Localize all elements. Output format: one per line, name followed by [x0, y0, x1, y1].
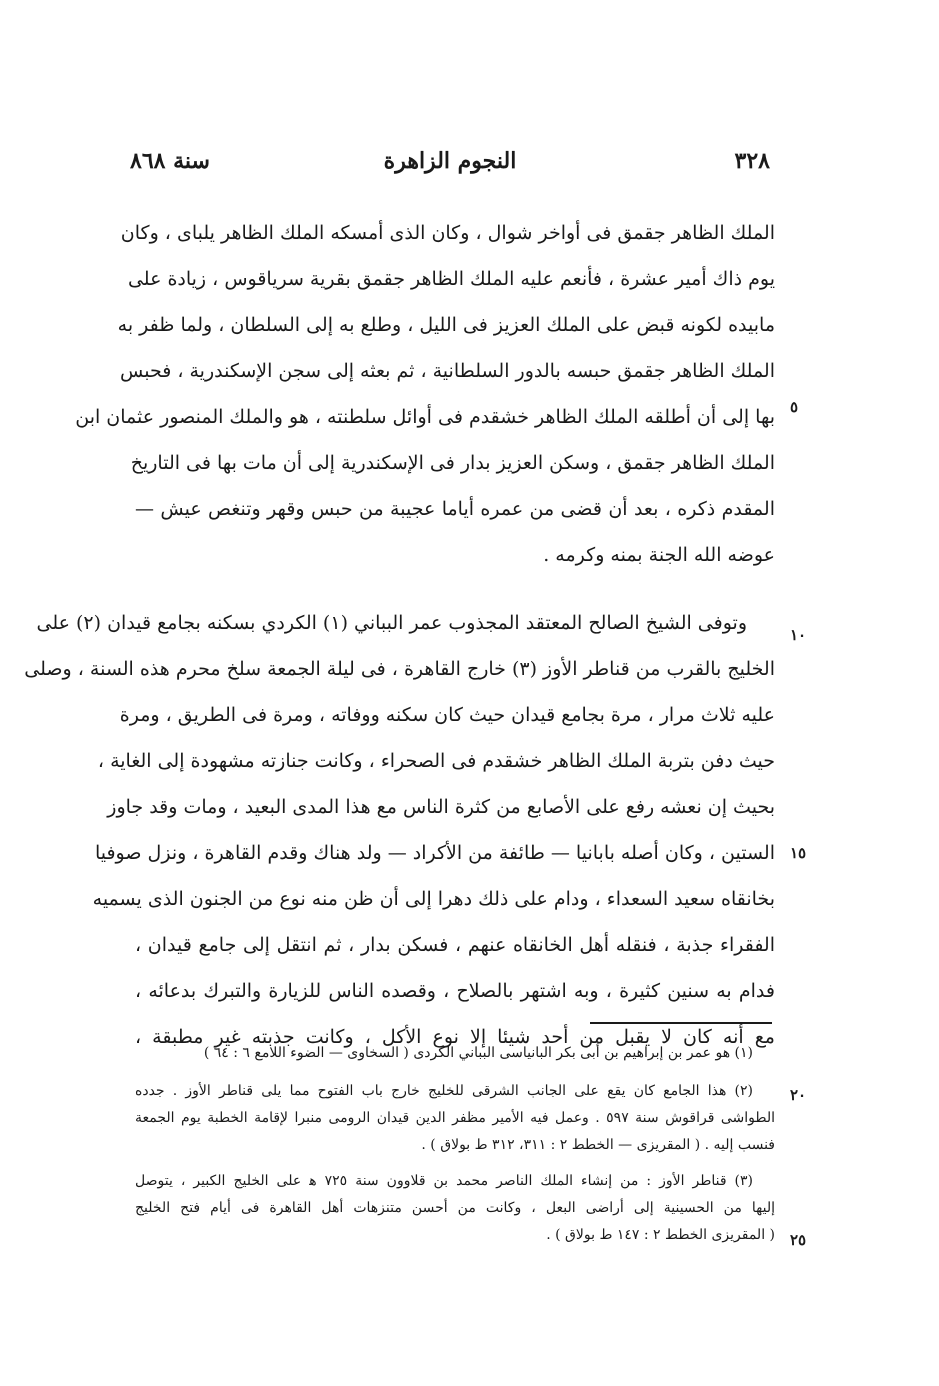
text-line: بخانقاه سعيد السعداء ، ودام على ذلك دهرا إلى أن ظن منه نوع من الجنون الذى يسميه	[92, 888, 775, 910]
book-title: النجوم الزاهرة	[383, 148, 517, 174]
text-line: الستين ، وكان أصله بابانيا — طائفة من الأكراد — ولد هناك وقدم القاهرة ، ونزل صوفيا	[94, 842, 775, 864]
text-line: فدام به سنين كثيرة ، وبه اشتهر بالصلاح ، وقصده الناس للزيارة والتبرك بدعائه ،	[135, 980, 775, 1002]
paragraph	[75, 210, 775, 578]
paragraph-gap	[135, 578, 775, 600]
text-line: المقدم ذكره ، بعد أن قضى من عمره أياما عجيبة من حبس وقهر وتنغص عيش —	[135, 498, 775, 520]
footnote-line: الطواشى قراقوش سنة ٥٩٧ . وعمل فيه الأمير مظفر الدين قيدان الرومى منبرا لإقامة الخطبة يوم الجمعة	[135, 1110, 775, 1126]
line-number: ١٥	[790, 844, 807, 862]
footnote-divider	[590, 1022, 772, 1024]
text-line: الفقراء جذبة ، فنقله أهل الخانقاه عنهم ، فسكن بدار ، ثم انتقل إلى جامع قيدان ،	[135, 934, 775, 956]
line-number: ٥	[790, 398, 799, 416]
text-line: الملك الظاهر جقمق فى أواخر شوال ، وكان الذى أمسكه الملك الظاهر يلباى ، وكان	[120, 222, 775, 244]
main-text	[24, 210, 775, 1060]
footnote-line: فنسب إليه . ( المقريزى — الخطط ٢ : ٣١١، ٣١٢ ط بولاق ) .	[421, 1137, 775, 1153]
line-number: ٢٠	[790, 1086, 807, 1104]
text-line: الخليج بالقرب من قناطر الأوز (٣) خارج القاهرة ، فى ليلة الجمعة سلخ محرم هذه السنة ، وصلى	[24, 658, 775, 680]
running-header	[130, 148, 770, 184]
footnote-line: (٣) قناطر الأوز : من إنشاء الملك الناصر محمد بن قلاوون سنة ٧٢٥ ﻫ على الخليج الكبير ، يتوصل	[135, 1173, 753, 1189]
text-line: عليه ثلاث مرار ، مرة بجامع قيدان حيث كان سكنه ووفاته ، ومرة فى الطريق ، ومرة	[119, 704, 775, 726]
footnote-1	[135, 1040, 775, 1067]
paragraph	[24, 600, 775, 1060]
line-number: ٢٥	[790, 1231, 807, 1249]
footnote-line: (١) هو عمر بن إبراهيم بن أبى بكر البانياسى البباني الكردى ( السخاوى — الضوء اللامع ٦ : ٦٤ )	[203, 1045, 753, 1061]
text-line: مع أنه كان لا يقبل من أحد شيئا إلا نوع الأكل ، وكانت جذبته غير مطبقة ،	[135, 1026, 775, 1048]
text-line: الملك الظاهر جقمق حبسه بالدور السلطانية ، ثم بعثه إلى سجن الإسكندرية ، فحبس	[119, 360, 775, 382]
page-number: ٣٢٨	[734, 148, 770, 174]
text-line: مابيده لكونه قبض على الملك العزيز فى الليل ، وطلع به إلى السلطان ، ولما ظفر به	[117, 314, 775, 336]
text-line: وتوفى الشيخ الصالح المعتقد المجذوب عمر البباني (١) الكردي بسكنه بجامع قيدان (٢) على	[36, 612, 747, 634]
text-line: بحيث إن نعشه رفع على الأصابع من كثرة الناس مع هذا المدى البعيد ، ومات وقد جاوز	[107, 796, 775, 818]
footnote-line: (٢) هذا الجامع كان يقع على الجانب الشرقى للخليج خارج باب الفتوح مما يلى قناطر الأوز . جدده	[135, 1083, 753, 1099]
text-line: يوم ذاك أمير عشرة ، فأنعم عليه الملك الظاهر جقمق بقرية سرياقوس ، زيادة على	[127, 268, 775, 290]
text-line: حيث دفن بتربة الملك الظاهر خشقدم فى الصحراء ، وكانت جنازته مشهودة إلى الغاية ،	[97, 750, 775, 772]
text-line: بها إلى أن أطلقه الملك الظاهر خشقدم فى أوائل سلطنته ، هو والملك المنصور عثمان ابن	[75, 406, 775, 428]
line-number: ١٠	[790, 626, 807, 644]
header-year: سنة ٨٦٨	[130, 148, 210, 174]
footnote-2	[135, 1078, 775, 1159]
footnote-3	[135, 1168, 775, 1249]
text-line: عوضه الله الجنة بمنه وكرمه .	[543, 544, 775, 566]
footnote-line: ( المقريزى الخطط ٢ : ١٤٧ ط بولاق ) .	[546, 1227, 775, 1243]
footnote-line: إليها من الحسينية إلى أراضى البعل ، وكانت من أحسن متنزهات أهل القاهرة فى أيام فتح الخليج	[135, 1200, 775, 1216]
text-line: الملك الظاهر جقمق ، وسكن العزيز بدار فى الإسكندرية إلى أن مات بها فى التاريخ	[130, 452, 775, 474]
